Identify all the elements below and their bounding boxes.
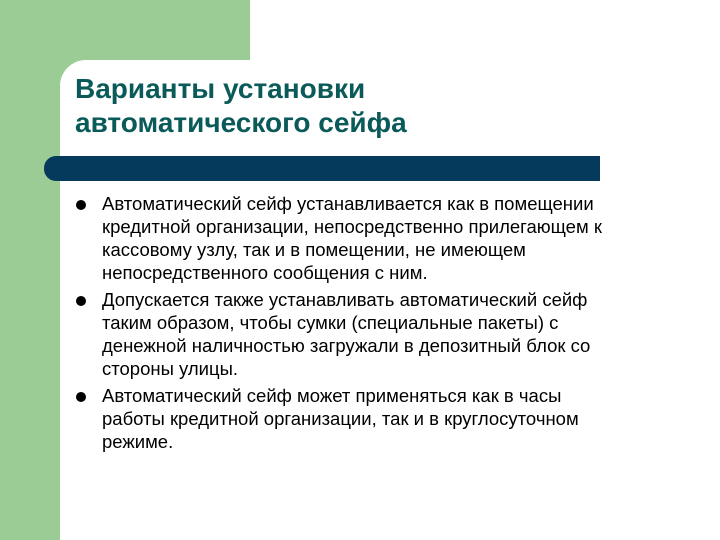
bullet-list	[75, 192, 665, 457]
bullet-line: режиме.	[102, 431, 174, 452]
bullet-line: денежной наличностью загружали в депозитный блок со	[102, 335, 591, 356]
title-line: автоматического сейфа	[75, 107, 407, 138]
bullet-line: кредитной организации, непосредственно прилегающем к	[102, 216, 602, 237]
bullet-line: работы кредитной организации, так и в круглосуточном	[102, 408, 579, 429]
title-line: Варианты установки	[75, 73, 366, 104]
bullet-line: непосредственного сообщения с ним.	[102, 262, 428, 283]
bullet-line: таким образом, чтобы сумки (специальные пакеты) с	[102, 312, 559, 333]
bullet-text	[102, 384, 665, 453]
bullet-item	[75, 192, 665, 284]
bullet-line: Автоматический сейф устанавливается как в помещении	[102, 193, 594, 214]
bullet-dot-icon	[76, 200, 86, 210]
bullet-item	[75, 384, 665, 453]
bullet-line: стороны улицы.	[102, 358, 239, 379]
bullet-line: Допускается также устанавливать автоматический сейф	[102, 289, 588, 310]
bullet-line: Автоматический сейф может применяться как в часы	[102, 385, 562, 406]
bullet-line: кассовому узлу, так и в помещении, не имеющем	[102, 239, 526, 260]
slide-title	[75, 72, 635, 140]
bullet-item	[75, 288, 665, 380]
bullet-dot-icon	[76, 392, 86, 402]
bullet-text	[102, 192, 665, 284]
bullet-text	[102, 288, 665, 380]
title-underline-bar	[44, 156, 600, 181]
bullet-dot-icon	[76, 296, 86, 306]
